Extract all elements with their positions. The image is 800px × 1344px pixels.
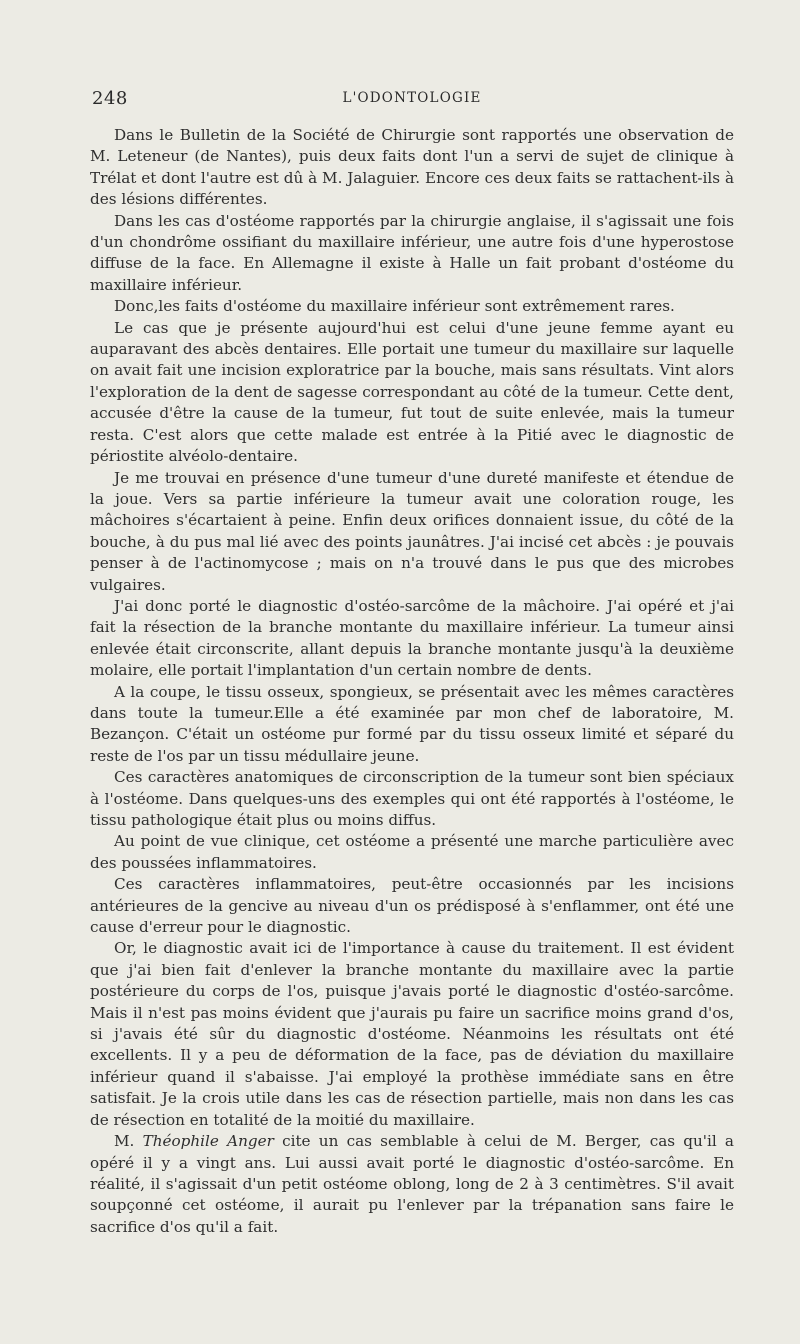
paragraph: Ces caractères anatomiques de circonscription de la tumeur sont bien spéciaux à l'ostéome. Dans quelques-uns des exemples qui ont été rapportés à l'ostéome, le tissu pathologique était plus ou moins diffus.: [90, 768, 734, 829]
paragraph-last: [90, 1131, 734, 1238]
paragraph: Au point de vue clinique, cet ostéome a présenté une marche particulière avec des poussées inflammatoires.: [90, 832, 734, 872]
paragraph: Le cas que je présente aujourd'hui est celui d'une jeune femme ayant eu auparavant des abcès dentaires. Elle portait une tumeur du maxillaire sur laquelle on avait fait une incision exploratrice par la bouche, mais sans résultats. Vint alors l'exploration de la dent de sagesse correspondant au côté de la tumeur. Cette dent, accusée d'être la cause de la tumeur, fut tout de suite enlevée, mais la tumeur resta. C'est alors que cette malade est entrée à la Pitié avec le diagnostic de périostite alvéolo-dentaire.: [90, 318, 734, 466]
paragraph: Or, le diagnostic avait ici de l'importance à cause du traitement. Il est évident que j'ai bien fait d'enlever la branche montante du maxillaire avec la partie postérieure du corps de l'os, puisque j'avais porté le diagnostic d'ostéo-sarcôme. Mais il n'est pas moins évident que j'aurais pu faire un sacrifice moins grand d'os, si j'avais été sûr du diagnostic d'ostéome. Néanmoins les résultats ont été excellents. Il y a peu de déformation de la face, pas de déviation du maxillaire inférieur quand il s'abaisse. J'ai employé la prothèse immédiate sans en être satisfait. Je la crois utile dans les cas de résection partielle, mais non dans les cas de résection en totalité de la moitié du maxillaire.: [90, 939, 734, 1129]
page-number: 248: [92, 88, 128, 109]
speaker-name: Théophile Anger: [142, 1132, 274, 1151]
paragraph: Dans les cas d'ostéome rapportés par la chirurgie anglaise, il s'agissait une fois d'un chondrôme ossifiant du maxillaire inférieur, une autre fois d'une hyperostose diffuse de la face. En Allemagne il existe à Halle un fait probant d'ostéome du maxillaire inférieur.: [90, 211, 734, 294]
paragraph: A la coupe, le tissu osseux, spongieux, se présentait avec les mêmes caractères dans toute la tumeur.Elle a été examinée par mon chef de laboratoire, M. Bezançon. C'était un ostéome pur formé par du tissu osseux limité et séparé du reste de l'os par un tissu médullaire jeune.: [90, 682, 734, 765]
speaker-title: M.: [114, 1132, 143, 1151]
paragraph: Je me trouvai en présence d'une tumeur d'une dureté manifeste et étendue de la joue. Vers sa partie inférieure la tumeur avait une coloration rouge, les mâchoires s'écartaient à peine. Enfin deux orifices donnaient issue, du côté de la bouche, à du pus mal lié avec des points jaunâtres. J'ai incisé cet abcès : je pouvais penser à de l'actinomycose ; mais on n'a trouvé dans le pus que des microbes vulgaires.: [90, 468, 734, 594]
paragraph: J'ai donc porté le diagnostic d'ostéo-sarcôme de la mâchoire. J'ai opéré et j'ai fait la résection de la branche montante du maxillaire inférieur. La tumeur ainsi enlevée était circonscrite, allant depuis la branche montante jusqu'à la deuxième molaire, elle portait l'implantation d'un certain nombre de dents.: [90, 596, 734, 680]
paragraph: Ces caractères inflammatoires, peut-être occasionnés par les incisions antérieures de la gencive au niveau d'un os prédisposé à s'enflammer, ont été une cause d'erreur pour le diagnostic.: [90, 875, 734, 937]
article-body: [90, 125, 734, 1238]
running-head: L'ODONTOLOGIE: [342, 90, 482, 106]
paragraph: Dans le Bulletin de la Société de Chirurgie sont rapportés une observation de M. Leteneur (de Nantes), puis deux faits dont l'un a servi de sujet de clinique à Trélat et dont l'autre est dû à M. Jalaguier. Encore ces deux faits se rattachent-ils à des lésions différentes.: [90, 126, 734, 209]
paragraph: Donc,les faits d'ostéome du maxillaire inférieur sont extrêmement rares.: [114, 297, 675, 316]
paragraph-text: cite un cas semblable à celui de M. Berger, cas qu'il a opéré il y a vingt ans. Lui aussi avait porté le diagnostic d'ostéo-sarcôme. En réalité, il s'agissait d'un petit ostéome oblong, long de 2 à 3 centimètres. S'il avait soupçonné cet ostéome, il aurait pu l'enlever par la trépanation sans faire le sacrifice d'os qu'il a fait.: [90, 1132, 734, 1236]
page-header: [92, 88, 732, 114]
